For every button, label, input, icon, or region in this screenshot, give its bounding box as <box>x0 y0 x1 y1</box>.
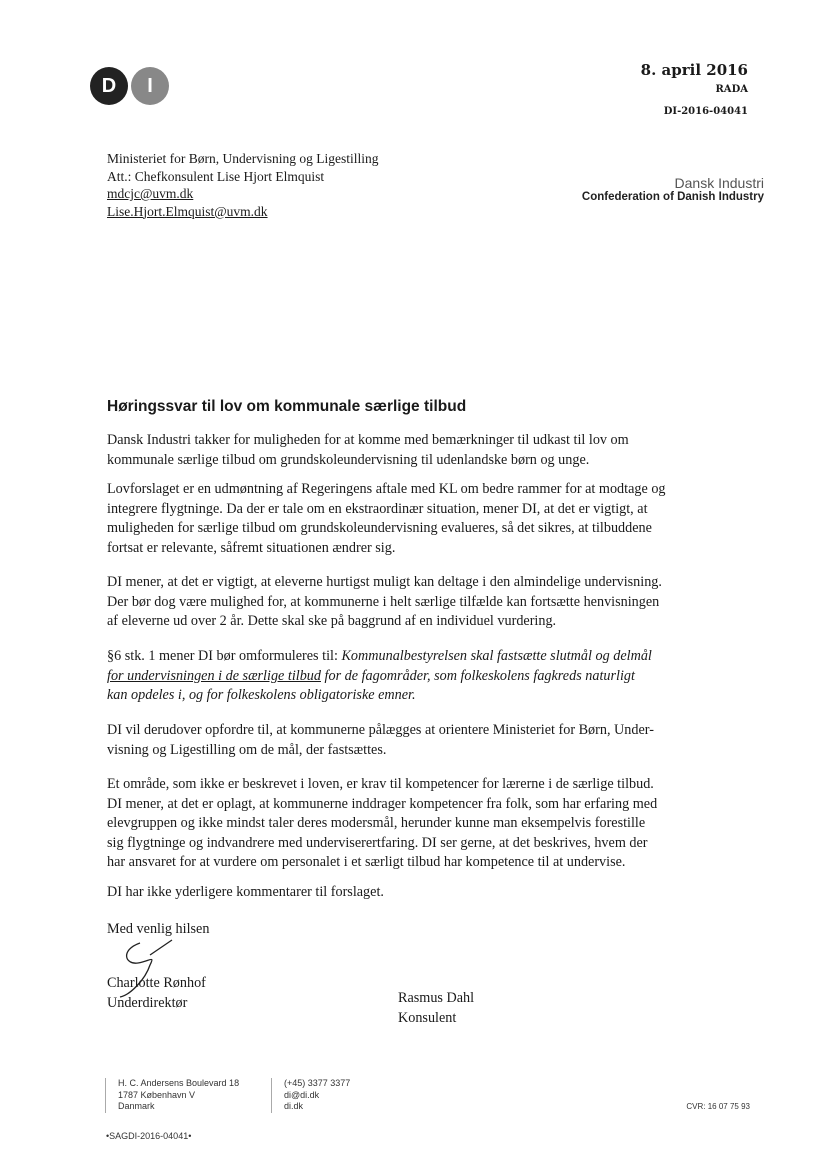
text-line: integrere flygtninge. Da der er tale om en ekstraordinær situation, mener DI, at det er vigtigt, at <box>107 500 648 517</box>
signatory-title: Konsulent <box>398 1009 457 1026</box>
email-link[interactable]: Lise.Hjort.Elmquist@uvm.dk <box>107 203 268 219</box>
closing: Med venlig hilsen <box>107 921 210 937</box>
text: §6 stk. 1 mener DI bør omformuleres til: <box>107 648 342 664</box>
text-line: Et område, som ikke er beskrevet i loven, er krav til kompetencer for lærerne i de særlige tilbud. <box>107 776 654 792</box>
recipient-block <box>107 150 378 220</box>
signatory-1 <box>107 974 206 1013</box>
brand-name: Dansk Industri <box>674 175 764 191</box>
address-line: Danmark <box>118 1101 155 1111</box>
paragraph-section6 <box>107 647 652 706</box>
quote-underlined: for undervisningen i de særlige tilbud <box>107 667 321 684</box>
letter-date: 8. april 2016 <box>640 61 748 79</box>
website-link[interactable]: di.dk <box>284 1101 304 1111</box>
text-line: har ansvaret for at vurdere om personalet i et særligt tilbud har kompetence til at undervise. <box>107 854 626 870</box>
quote: for de fagområder, som folkeskolens fagkreds naturligt <box>320 667 635 684</box>
address-line: H. C. Andersens Boulevard 18 <box>118 1078 240 1088</box>
quote: Kommunalbestyrelsen skal fastsætte slutmål og delmål <box>341 648 652 664</box>
text-line: fortsat er relevante, såfremt situationen ændrer sig. <box>107 539 396 556</box>
text-line: DI mener, at det er vigtigt, at eleverne hurtigst muligt kan deltage i den almindelige undervisning. <box>107 574 662 590</box>
text-line: kommunale særlige tilbud om grundskoleundervisning til udenlandske børn og unge. <box>107 451 590 468</box>
text-line: muligheden for særlige tilbud om grundskoleundervisning evalueres, så det sikres, at tilbuddene <box>107 520 652 536</box>
paragraph <box>107 431 629 470</box>
letter-title: Høringssvar til lov om kommunale særlige tilbud <box>107 398 467 415</box>
text-line: DI har ikke yderligere kommentarer til forslaget. <box>107 884 384 900</box>
footer-contact <box>271 1078 350 1113</box>
di-logo <box>90 67 169 105</box>
paragraph <box>107 721 654 760</box>
signatory-name: Charlotte Rønhof <box>107 975 206 991</box>
text-line: Der bør dog være mulighed for, at kommunerne i helt særlige tilfælde kan fortsætte henvisningen <box>107 593 660 610</box>
text-line: Lovforslaget er en udmøntning af Regeringens aftale med KL om bedre rammer for at modtage og <box>107 481 666 497</box>
recipient-line: Ministeriet for Børn, Undervisning og Ligestilling <box>107 151 379 166</box>
text-line: elevgruppen og ikke mindst taler deres modersmål, herunder kunne man eksempelvis forestille <box>107 815 646 831</box>
text-line: Dansk Industri takker for muligheden for at komme med bemærkninger til udkast til lov om <box>107 432 629 448</box>
address-line: 1787 København V <box>118 1089 196 1100</box>
email-link[interactable]: mdcjc@uvm.dk <box>107 186 194 201</box>
text-line: af eleverne ud over 2 år. Dette skal ske på baggrund af en individuel vurdering. <box>107 613 557 629</box>
text-line: sig flygtninge og indvandrere med underviserertfaring. DI ser gerne, at det beskrives, hvem der <box>107 834 648 851</box>
logo-d: D <box>90 67 128 105</box>
signatory-title: Underdirektør <box>107 994 188 1011</box>
text-line: DI mener, at det er oplagt, at kommunerne inddrager kompetencer fra folk, som har erfaring med <box>107 795 658 812</box>
phone: (+45) 3377 3377 <box>284 1078 351 1088</box>
paragraph <box>107 573 662 632</box>
signatory-name: Rasmus Dahl <box>398 990 475 1006</box>
paragraph <box>107 883 384 903</box>
footer-address <box>105 1078 239 1113</box>
paragraph <box>107 775 657 873</box>
logo-i: I <box>131 67 169 105</box>
paragraph <box>107 480 666 558</box>
quote: kan opdeles i, og for folkeskolens obligatoriske emner. <box>107 687 416 703</box>
barcode-text: •SAGDI-2016-04041• <box>106 1131 192 1141</box>
brand-block <box>582 175 764 203</box>
signatory-2 <box>398 989 474 1028</box>
recipient-line: Att.: Chefkonsulent Lise Hjort Elmquist <box>107 168 325 184</box>
email-link[interactable]: di@di.dk <box>284 1089 320 1100</box>
initials: RADA <box>715 84 748 95</box>
reference-number: DI-2016-04041 <box>663 106 748 117</box>
brand-subtitle: Confederation of Danish Industry <box>581 191 764 203</box>
text-line: DI vil derudover opfordre til, at kommunerne pålægges at orientere Ministeriet for Børn, Under- <box>107 722 654 738</box>
cvr-number: CVR: 16 07 75 93 <box>686 1102 750 1111</box>
text-line: visning og Ligestilling om de mål, der fastsættes. <box>107 741 387 758</box>
